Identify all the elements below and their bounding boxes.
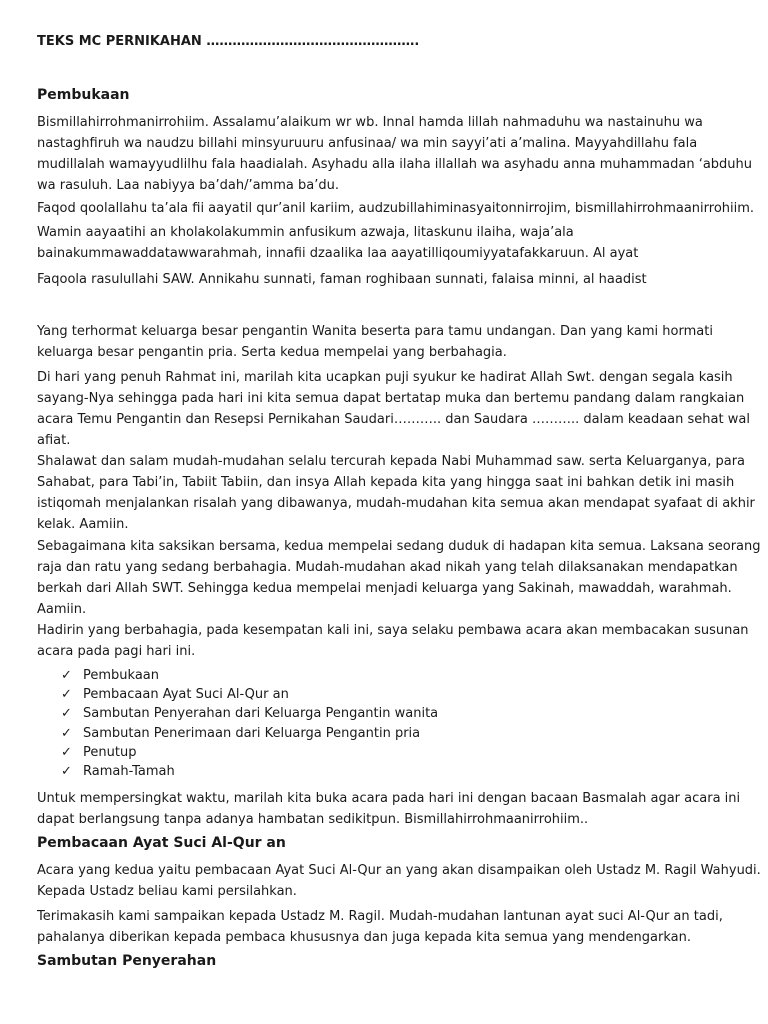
agenda-item-label: Sambutan Penyerahan dari Keluarga Pengantin wanita <box>83 706 439 722</box>
paragraph-shalawat <box>37 451 755 535</box>
paragraph-agenda-intro <box>37 620 749 662</box>
text-line: Sebagaimana kita saksikan bersama, kedua mempelai sedang duduk di hadapan kita semua. Laksana seorang <box>37 539 761 554</box>
agenda-item <box>61 724 438 743</box>
paragraph-greeting <box>37 321 727 363</box>
checkmark-icon: ✓ <box>61 744 72 760</box>
paragraph-couple <box>37 536 761 620</box>
paragraph-quran-intro <box>37 198 755 219</box>
checkmark-icon: ✓ <box>61 687 72 703</box>
checkmark-icon: ✓ <box>61 764 72 780</box>
text-line: istiqomah menjalankan risalah yang dibawanya, mudah-mudahan kita semua akan mendapat syafaat di akhir <box>37 496 755 511</box>
agenda-item-label: Sambutan Penerimaan dari Keluarga Pengantin pria <box>83 725 421 741</box>
text-line: Sahabat, para Tabi’in, Tabiit Tabiin, dan insya Allah kepada kita yang hingga saat ini bahkan detik ini masih <box>37 475 735 490</box>
agenda-item <box>61 704 438 723</box>
paragraph-thanks <box>37 906 727 948</box>
checkmark-icon: ✓ <box>61 706 72 722</box>
text-line: raja dan ratu yang sedang berbahagia. Mudah-mudahan akad nikah yang telah dilaksanakan mendapatkan <box>37 560 738 575</box>
text-line: Untuk mempersingkat waktu, marilah kita buka acara pada hari ini dengan bacaan Basmalah agar acara ini <box>37 791 741 806</box>
paragraph-quran-recitation <box>37 860 761 902</box>
section-heading-sambutan: Sambutan Penyerahan <box>37 953 217 969</box>
text-line: Faqoola rasulullahi SAW. Annikahu sunnati, faman roghibaan sunnati, falaisa minni, al haadist <box>37 272 647 287</box>
text-line: acara pada pagi hari ini. <box>37 644 196 659</box>
text-line: acara Temu Pengantin dan Resepsi Pernikahan Saudari……….. dan Saudara ……….. dalam keadaan sehat wal <box>37 412 750 427</box>
text-line: Wamin aayaatihi an kholakolakummin anfusikum azwaja, litaskunu ilaiha, waja’ala <box>37 225 574 240</box>
text-line: Bismillahirrohmanirrohiim. Assalamu’alaikum wr wb. Innal hamda lillah nahmaduhu wa nastainuhu wa <box>37 115 703 130</box>
agenda-item-label: Pembacaan Ayat Suci Al-Qur an <box>83 687 289 703</box>
text-line: Acara yang kedua yaitu pembacaan Ayat Suci Al-Qur an yang akan disampaikan oleh Ustadz M. Ragil Wahyudi. <box>37 863 761 878</box>
text-line: keluarga besar pengantin pria. Serta kedua mempelai yang berbahagia. <box>37 345 507 360</box>
text-line: Aamiin. <box>37 602 87 617</box>
text-line: berkah dari Allah SWT. Sehingga kedua mempelai menjadi keluarga yang Sakinah, mawaddah, warahmah. <box>37 581 732 596</box>
section-heading-pembacaan: Pembacaan Ayat Suci Al-Qur an <box>37 835 286 851</box>
text-line: Yang terhormat keluarga besar pengantin Wanita beserta para tamu undangan. Dan yang kami hormati <box>37 324 713 339</box>
text-line: kelak. Aamiin. <box>37 517 129 532</box>
text-line: pahalanya diberikan kepada pembaca khususnya dan juga kepada kita semua yang mendengarkan. <box>37 930 691 945</box>
checkmark-icon: ✓ <box>61 725 72 741</box>
agenda-item <box>61 743 438 762</box>
text-line: sayang-Nya sehingga pada hari ini kita semua dapat bertatap muka dan bertemu pandang dalam rangkaian <box>37 391 745 406</box>
paragraph-quran-verse <box>37 222 727 264</box>
agenda-item-label: Ramah-Tamah <box>83 764 175 780</box>
paragraph-opening-prayer <box>37 112 753 196</box>
text-line: Faqod qoolallahu ta’ala fii aayatil qur’anil kariim, audzubillahiminasyaitonnirrojim, bismillahirrohmaanirrohiim. <box>37 201 755 216</box>
text-line: dapat berlangsung tanpa adanya hambatan sedikitpun. Bismillahirrohmaanirrohiim.. <box>37 812 589 827</box>
paragraph-basmalah <box>37 788 741 830</box>
text-line: Terimakasih kami sampaikan kepada Ustadz M. Ragil. Mudah-mudahan lantunan ayat suci Al-Qur an tadi, <box>37 909 723 924</box>
agenda-checklist <box>61 666 438 781</box>
text-line: wa rasuluh. Laa nabiyya ba’dah/’amma ba’du. <box>37 178 339 193</box>
text-line: bainakummawaddatawwarahmah, innafii dzaalika laa aayatilliqoumiyyatafakkaruun. Al ayat <box>37 246 639 261</box>
paragraph-gratitude <box>37 367 750 451</box>
paragraph-hadith <box>37 269 727 290</box>
document-title: TEKS MC PERNIKAHAN …………………………………………. <box>37 34 420 49</box>
text-line: Di hari yang penuh Rahmat ini, marilah kita ucapkan puji syukur ke hadirat Allah Swt. dengan segala kasih <box>37 370 733 385</box>
text-line: Hadirin yang berbahagia, pada kesempatan kali ini, saya selaku pembawa acara akan membacakan susunan <box>37 623 749 638</box>
text-line: nastaghfiruh wa naudzu billahi minsyuruuru anfusinaa/ wa min sayyi’ati a’malina. Mayyahdillahu fala <box>37 136 698 151</box>
section-heading-pembukaan: Pembukaan <box>37 87 130 103</box>
text-line: afiat. <box>37 433 71 448</box>
text-line: mudillalah wamayyudlilhu fala haadialah. Asyhadu alla ilaha illallah wa asyhadu anna muhammadan ‘abduhu <box>37 157 753 172</box>
agenda-item <box>61 666 438 685</box>
agenda-item <box>61 685 438 704</box>
agenda-item <box>61 762 438 781</box>
text-line: Shalawat dan salam mudah-mudahan selalu tercurah kepada Nabi Muhammad saw. serta Keluarganya, para <box>37 454 746 469</box>
text-line: Kepada Ustadz beliau kami persilahkan. <box>37 884 297 899</box>
agenda-item-label: Penutup <box>83 744 137 760</box>
checkmark-icon: ✓ <box>61 668 72 684</box>
agenda-item-label: Pembukaan <box>83 668 160 684</box>
